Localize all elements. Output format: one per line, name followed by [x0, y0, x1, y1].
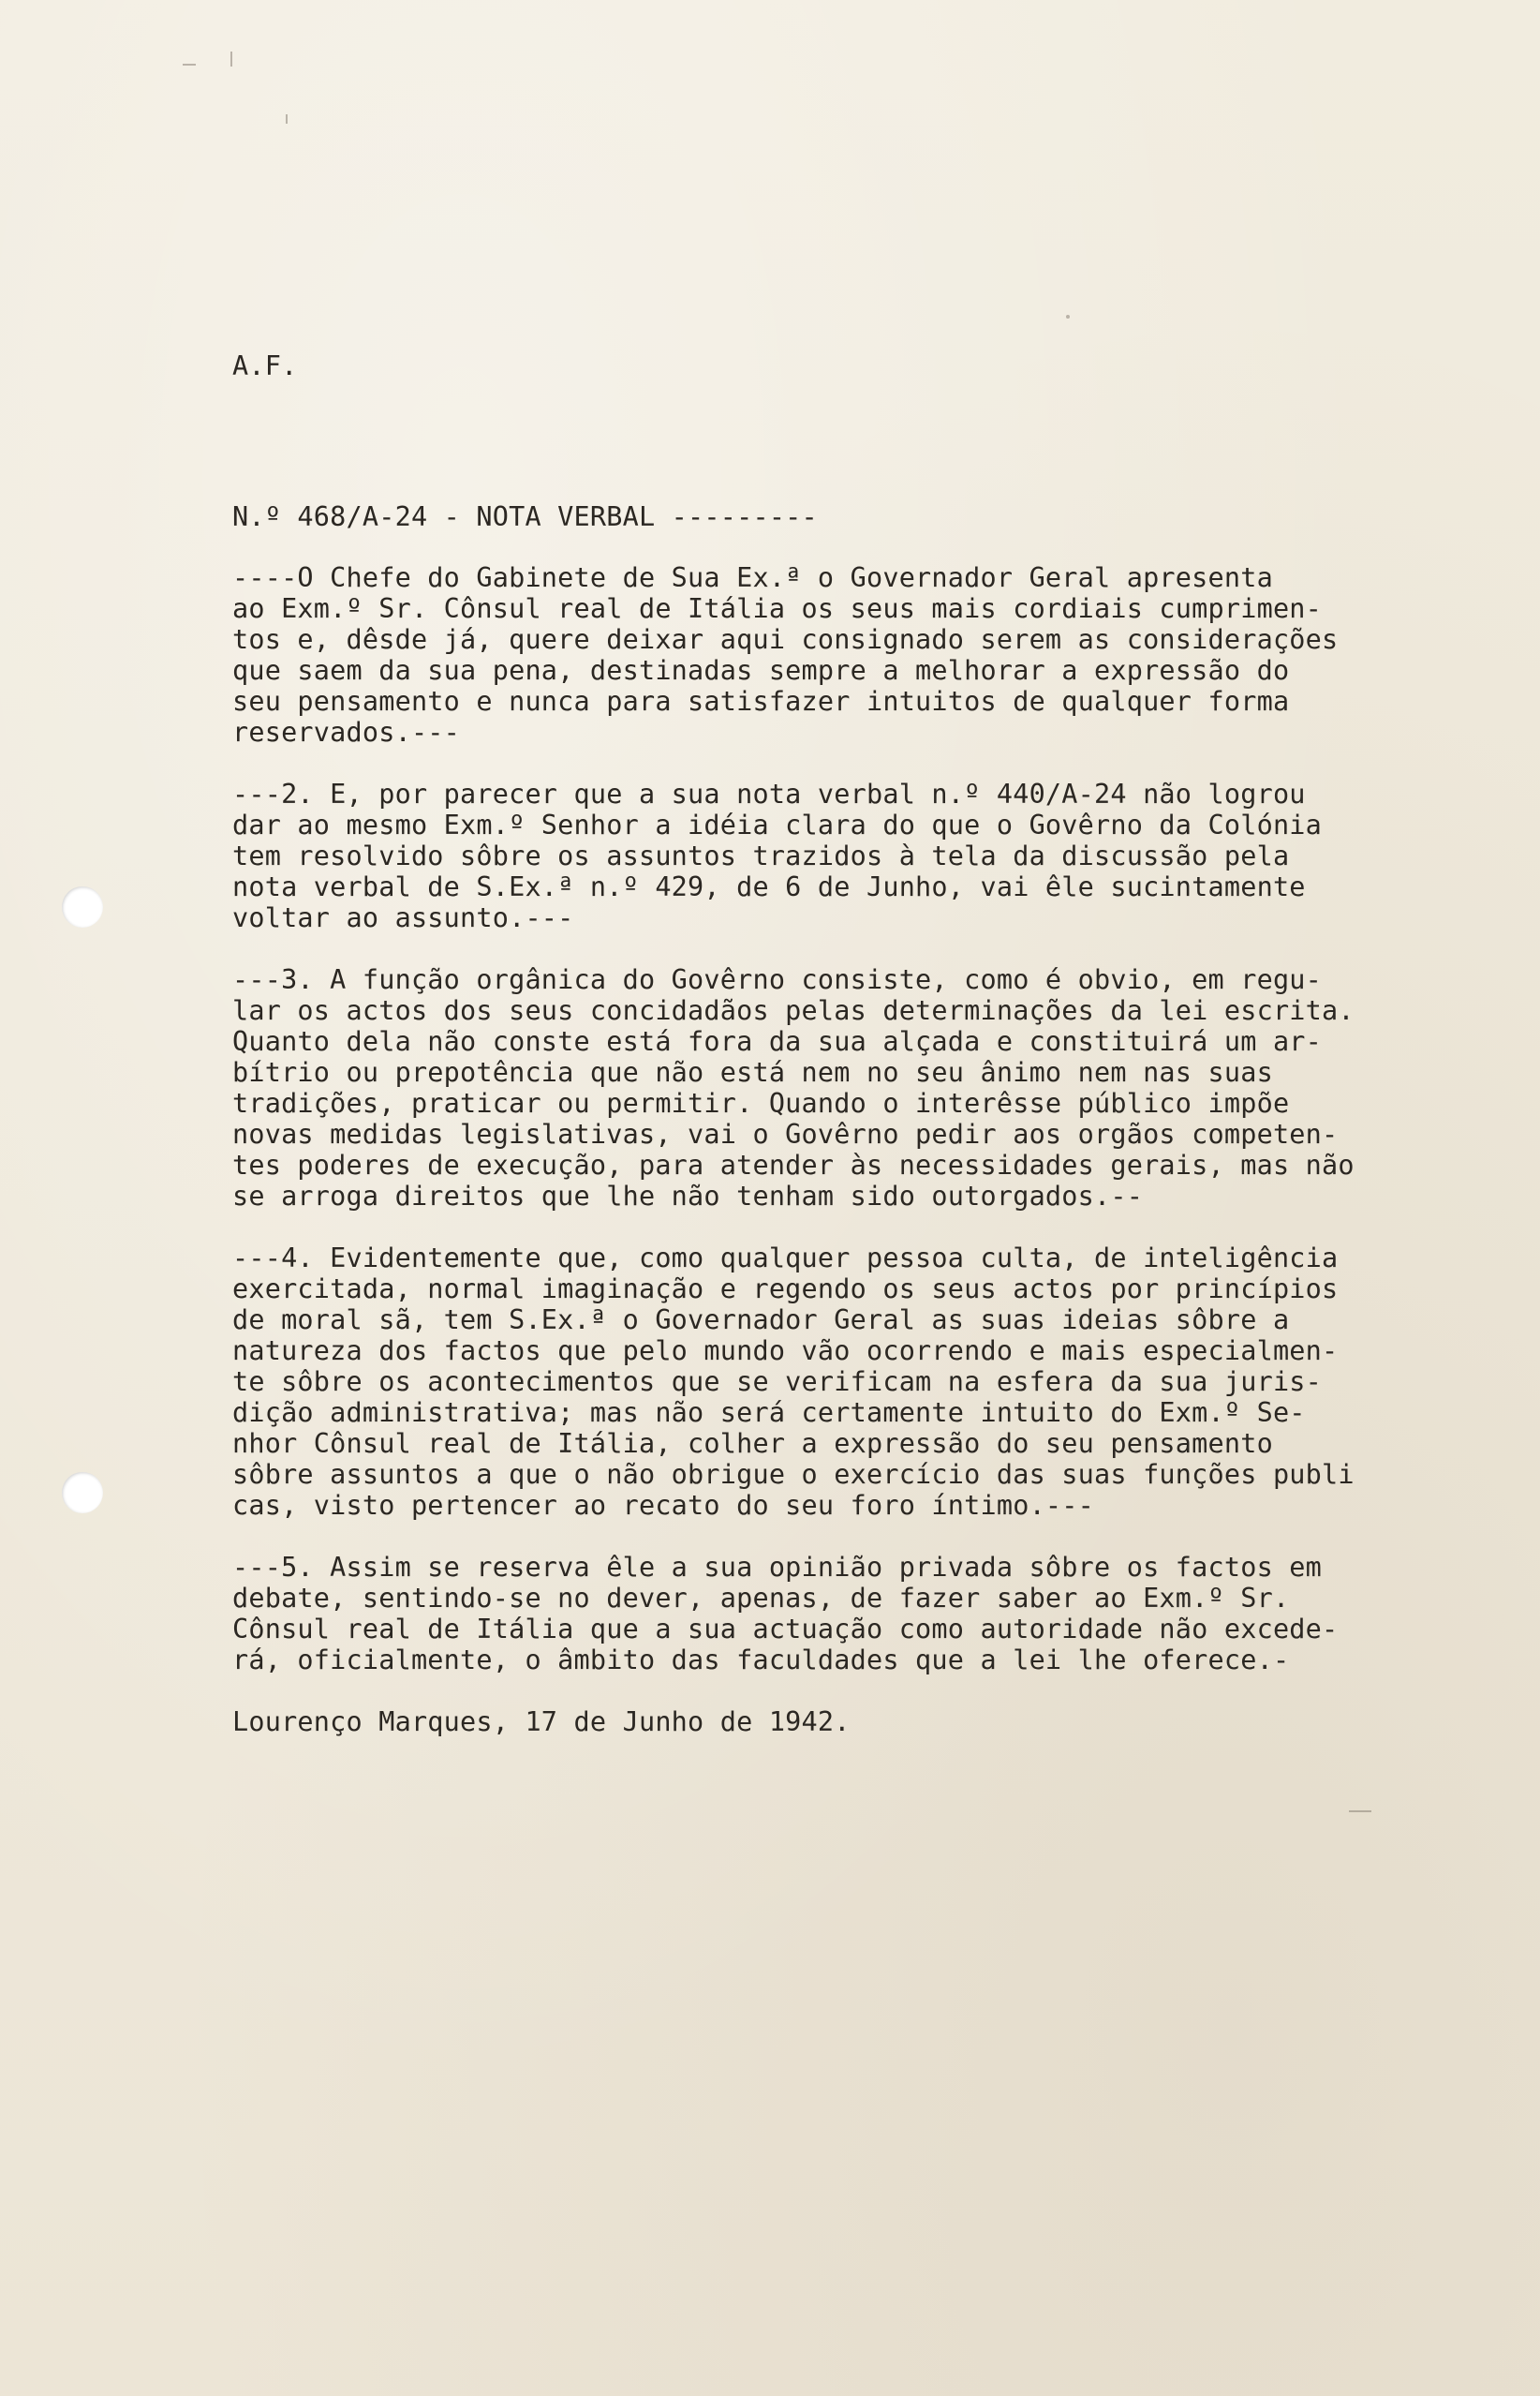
text-line: seu pensamento e nunca para satisfazer intuitos de qualquer forma	[232, 686, 1290, 717]
paragraph-4	[232, 1243, 1516, 1521]
text-line: sôbre assuntos a que o não obrigue o exercício das suas funções publi	[232, 1459, 1355, 1490]
text-line: rá, oficialmente, o âmbito das faculdades que a lei lhe oferece.-	[232, 1644, 1290, 1675]
author-initials: A.F.	[232, 350, 298, 381]
paper-mark	[1066, 315, 1070, 319]
text-line: ----O Chefe do Gabinete de Sua Ex.ª o Governador Geral apresenta	[232, 562, 1273, 593]
text-line: se arroga direitos que lhe não tenham sido outorgados.--	[232, 1181, 1144, 1212]
text-line: lar os actos dos seus concidadãos pelas determinações da lei escrita.	[232, 995, 1355, 1026]
text-line: ---3. A função orgânica do Govêrno consiste, como é obvio, em regu-	[232, 964, 1323, 995]
place-and-date: Lourenço Marques, 17 de Junho de 1942.	[232, 1706, 851, 1737]
text-line: nota verbal de S.Ex.ª n.º 429, de 6 de Junho, vai êle sucintamente	[232, 871, 1306, 902]
text-line: voltar ao assunto.---	[232, 902, 574, 933]
text-line: tradições, praticar ou permitir. Quando o interêsse público impõe	[232, 1088, 1290, 1119]
punch-hole	[62, 886, 103, 928]
text-line: Quanto dela não conste está fora da sua alçada e constituirá um ar-	[232, 1026, 1323, 1057]
paper-mark	[286, 114, 288, 124]
text-line: Cônsul real de Itália que a sua actuação como autoridade não excede-	[232, 1614, 1339, 1644]
punch-hole	[62, 1472, 103, 1513]
paragraph-3	[232, 964, 1516, 1212]
text-line: nhor Cônsul real de Itália, colher a expressão do seu pensamento	[232, 1428, 1273, 1459]
text-line: debate, sentindo-se no dever, apenas, de fazer saber ao Exm.º Sr.	[232, 1583, 1290, 1614]
text-line: ---2. E, por parecer que a sua nota verbal n.º 440/A-24 não logrou	[232, 779, 1306, 810]
paper-mark	[183, 64, 196, 66]
paper-mark	[1349, 1810, 1371, 1812]
text-line: tes poderes de execução, para atender às necessidades gerais, mas não	[232, 1150, 1355, 1181]
text-line: tos e, dêsde já, quere deixar aqui consignado serem as considerações	[232, 624, 1339, 655]
text-line: reservados.---	[232, 717, 461, 748]
text-line: te sôbre os acontecimentos que se verificam na esfera da sua juris-	[232, 1366, 1323, 1397]
typed-text	[232, 350, 1516, 1737]
note-heading: N.º 468/A-24 - NOTA VERBAL ---------	[232, 501, 818, 532]
paragraph-2	[232, 779, 1516, 933]
text-line: de moral sã, tem S.Ex.ª o Governador Geral as suas ideias sôbre a	[232, 1304, 1290, 1335]
text-line: ---4. Evidentemente que, como qualquer pessoa culta, de inteligência	[232, 1243, 1339, 1273]
paper-mark	[230, 52, 232, 67]
text-line: dar ao mesmo Exm.º Senhor a idéia clara do que o Govêrno da Colónia	[232, 810, 1323, 841]
text-line: cas, visto pertencer ao recato do seu foro íntimo.---	[232, 1490, 1094, 1521]
text-line: bítrio ou prepotência que não está nem no seu ânimo nem nas suas	[232, 1057, 1273, 1088]
paragraph-1	[232, 562, 1516, 748]
text-line: natureza dos factos que pelo mundo vão ocorrendo e mais especialmen-	[232, 1335, 1339, 1366]
text-line: tem resolvido sôbre os assuntos trazidos à tela da discussão pela	[232, 841, 1290, 871]
text-line: novas medidas legislativas, vai o Govêrno pedir aos orgãos competen-	[232, 1119, 1339, 1150]
paragraph-5	[232, 1552, 1516, 1675]
text-line: exercitada, normal imaginação e regendo os seus actos por princípios	[232, 1273, 1339, 1304]
text-line: que saem da sua pena, destinadas sempre a melhorar a expressão do	[232, 655, 1290, 686]
text-line: dição administrativa; mas não será certamente intuito do Exm.º Se-	[232, 1397, 1306, 1428]
text-line: ---5. Assim se reserva êle a sua opinião privada sôbre os factos em	[232, 1552, 1323, 1583]
text-line: ao Exm.º Sr. Cônsul real de Itália os seus mais cordiais cumprimen-	[232, 593, 1323, 624]
